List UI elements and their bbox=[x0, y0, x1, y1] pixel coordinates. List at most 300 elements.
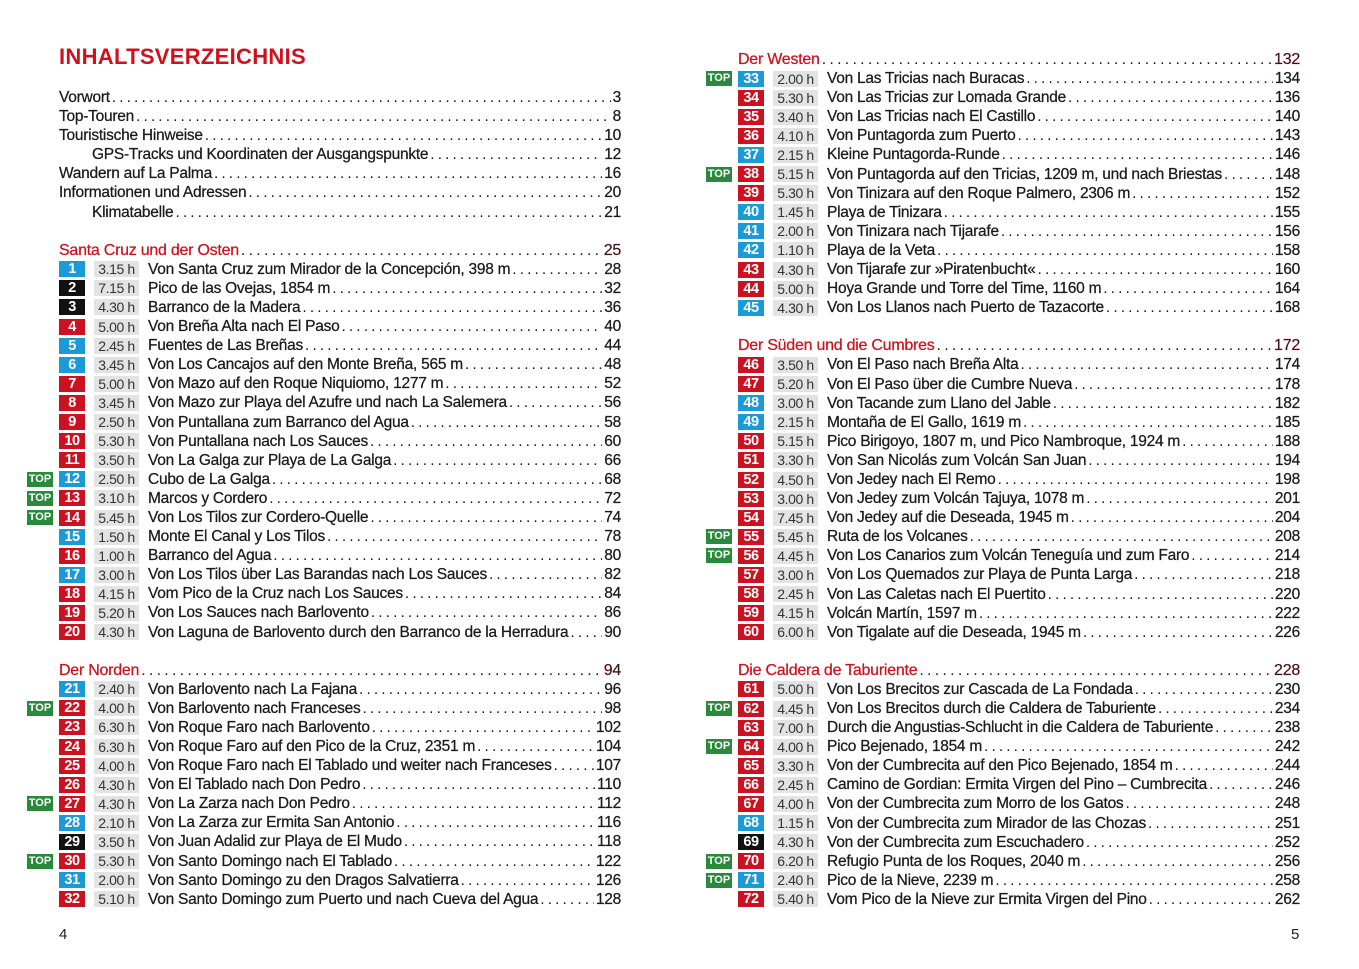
tour-entry[interactable] bbox=[738, 432, 1300, 451]
section-heading[interactable] bbox=[59, 661, 621, 680]
tour-number-badge: 15 bbox=[59, 529, 85, 545]
duration: 4.30 h bbox=[94, 796, 139, 812]
tour-entry[interactable] bbox=[59, 413, 621, 432]
dot-leader bbox=[1038, 260, 1273, 279]
dot-leader bbox=[970, 527, 1273, 546]
duration: 5.45 h bbox=[94, 510, 139, 526]
tour-entry[interactable] bbox=[59, 393, 621, 412]
tour-entry[interactable] bbox=[59, 871, 621, 890]
tour-entry[interactable] bbox=[59, 813, 621, 832]
duration: 3.50 h bbox=[773, 357, 818, 373]
page-ref: 60 bbox=[604, 432, 621, 450]
duration: 7.00 h bbox=[773, 720, 818, 736]
toc-entry[interactable] bbox=[59, 183, 621, 202]
dot-leader bbox=[305, 336, 602, 355]
entry-title: Von Barlovento nach Franceses bbox=[148, 699, 361, 717]
tour-entry[interactable] bbox=[59, 565, 621, 584]
tour-number-badge: 9 bbox=[59, 414, 85, 430]
duration: 4.10 h bbox=[773, 128, 818, 144]
page-ref: 234 bbox=[1274, 700, 1300, 717]
tour-number-badge: 70 bbox=[738, 853, 764, 869]
page-ref: 178 bbox=[1274, 375, 1300, 393]
toc-right-column bbox=[707, 50, 1300, 909]
duration: 6.30 h bbox=[94, 719, 139, 735]
dot-leader bbox=[998, 470, 1273, 489]
dot-leader bbox=[141, 661, 602, 680]
page-ref: 244 bbox=[1274, 757, 1300, 775]
tour-entry[interactable] bbox=[707, 737, 1300, 756]
entry-title: Pico de las Ovejas, 1854 m bbox=[148, 279, 331, 297]
dot-leader bbox=[1082, 852, 1273, 871]
entry-title: Von Puntallana zum Barranco del Agua bbox=[148, 413, 409, 431]
page-ref: 198 bbox=[1274, 470, 1300, 488]
duration: 2.45 h bbox=[94, 338, 139, 354]
page-ref: 40 bbox=[604, 318, 621, 336]
top-badge: TOP bbox=[707, 854, 731, 867]
duration: 1.00 h bbox=[94, 548, 139, 564]
page-ref: 146 bbox=[1274, 146, 1300, 164]
tour-entry[interactable] bbox=[738, 794, 1300, 813]
dot-leader bbox=[352, 794, 595, 813]
duration: 3.45 h bbox=[94, 395, 139, 411]
entry-title: Von Las Tricias zur Lomada Grande bbox=[827, 89, 1067, 107]
entry-title: Montaña de El Gallo, 1619 m bbox=[827, 413, 1022, 431]
duration: 5.00 h bbox=[94, 319, 139, 335]
duration: 4.30 h bbox=[773, 262, 818, 278]
entry-title: Der Westen bbox=[738, 51, 820, 68]
section-heading[interactable] bbox=[738, 50, 1300, 69]
top-badge: TOP bbox=[28, 701, 52, 714]
page-title: INHALTSVERZEICHNIS bbox=[59, 44, 307, 69]
toc-entry[interactable] bbox=[59, 88, 621, 107]
entry-title: Von der Cumbrecita zum Escuchadero bbox=[827, 833, 1084, 851]
page-ref: 122 bbox=[595, 852, 621, 870]
tour-number-badge: 66 bbox=[738, 777, 764, 793]
tour-number-badge: 17 bbox=[59, 567, 85, 583]
tour-entry[interactable] bbox=[738, 394, 1300, 413]
tour-number-badge: 6 bbox=[59, 357, 85, 373]
tour-entry[interactable] bbox=[59, 546, 621, 565]
page-ref: 90 bbox=[604, 623, 621, 641]
page-ref: 84 bbox=[604, 585, 621, 603]
entry-title: Von El Tablado nach Don Pedro bbox=[148, 776, 361, 794]
duration: 1.15 h bbox=[773, 815, 818, 831]
tour-number-badge: 54 bbox=[738, 510, 764, 526]
duration: 2.00 h bbox=[773, 223, 818, 239]
entry-title: Von der Cumbrecita zum Mirador de las Chozas bbox=[827, 814, 1146, 832]
spacer bbox=[738, 317, 1300, 336]
tour-number-badge: 62 bbox=[738, 701, 764, 717]
duration: 5.20 h bbox=[94, 605, 139, 621]
tour-entry[interactable] bbox=[738, 470, 1300, 489]
dot-leader bbox=[273, 546, 602, 565]
duration: 5.45 h bbox=[773, 529, 818, 545]
entry-title: Der Süden und die Cumbres bbox=[738, 337, 935, 355]
dot-leader bbox=[1148, 814, 1273, 833]
tour-entry[interactable] bbox=[59, 603, 621, 622]
top-badge: TOP bbox=[707, 873, 731, 886]
tour-entry[interactable] bbox=[738, 222, 1300, 241]
entry-title: Von Los Canarios zum Volcán Teneguía und zum Faro bbox=[827, 547, 1190, 565]
tour-number-badge: 42 bbox=[738, 242, 764, 258]
tour-entry[interactable] bbox=[738, 623, 1300, 642]
duration: 3.30 h bbox=[773, 758, 818, 774]
entry-title: Klimatabelle bbox=[92, 203, 174, 221]
page-ref: 222 bbox=[1274, 604, 1300, 622]
tour-entry[interactable] bbox=[738, 680, 1300, 699]
duration: 3.50 h bbox=[94, 834, 139, 850]
tour-entry[interactable] bbox=[59, 279, 621, 298]
tour-entry[interactable] bbox=[28, 699, 621, 718]
top-badge: TOP bbox=[707, 740, 731, 753]
tour-entry[interactable] bbox=[738, 88, 1300, 107]
entry-title: Monte El Canal y Los Tilos bbox=[148, 528, 326, 546]
page-ref: 116 bbox=[597, 814, 621, 832]
tour-entry[interactable] bbox=[59, 317, 621, 336]
tour-entry[interactable] bbox=[28, 508, 621, 527]
entry-title: Von Breña Alta nach El Paso bbox=[148, 318, 340, 336]
section-heading[interactable] bbox=[59, 241, 621, 260]
tour-entry[interactable] bbox=[707, 852, 1300, 871]
tour-entry[interactable] bbox=[59, 890, 621, 909]
page-ref: 36 bbox=[604, 298, 621, 316]
tour-number-badge: 45 bbox=[738, 300, 764, 316]
tour-entry[interactable] bbox=[738, 718, 1300, 737]
dot-leader bbox=[1086, 833, 1273, 852]
page-ref: 12 bbox=[604, 146, 621, 164]
toc-entry[interactable] bbox=[59, 145, 621, 164]
page-ref: 220 bbox=[1274, 585, 1300, 603]
entry-title: Ruta de los Volcanes bbox=[827, 528, 968, 546]
page-ref: 204 bbox=[1274, 509, 1300, 527]
dot-leader bbox=[1001, 222, 1273, 241]
page-ref: 44 bbox=[604, 337, 621, 355]
entry-title: Von Tinizara auf den Roque Palmero, 2306 m bbox=[827, 184, 1131, 202]
toc-entry[interactable] bbox=[59, 126, 621, 145]
page-ref: 172 bbox=[1274, 337, 1300, 355]
entry-title: Von Juan Adalid zur Playa de El Mudo bbox=[148, 833, 402, 851]
entry-title: Von Los Tilos zur Cordero-Quelle bbox=[148, 508, 369, 526]
entry-title: Wandern auf La Palma bbox=[59, 165, 212, 183]
tour-entry[interactable] bbox=[59, 680, 621, 699]
entry-title: Von der Cumbrecita zum Morro de los Gatos bbox=[827, 795, 1124, 813]
tour-number-badge: 11 bbox=[59, 452, 85, 468]
dot-leader bbox=[175, 203, 602, 222]
dot-leader bbox=[1023, 413, 1273, 432]
tour-number-badge: 18 bbox=[59, 586, 85, 602]
toc-entry[interactable] bbox=[59, 164, 621, 183]
tour-entry[interactable] bbox=[59, 623, 621, 642]
tour-number-badge: 4 bbox=[59, 319, 85, 335]
tour-entry[interactable] bbox=[28, 794, 621, 813]
tour-entry[interactable] bbox=[738, 775, 1300, 794]
dot-leader bbox=[1103, 279, 1273, 298]
tour-entry[interactable] bbox=[707, 527, 1300, 546]
tour-entry[interactable] bbox=[59, 584, 621, 603]
dot-leader bbox=[372, 718, 594, 737]
tour-entry[interactable] bbox=[738, 833, 1300, 852]
page-ref: 32 bbox=[604, 279, 621, 297]
tour-entry[interactable] bbox=[707, 699, 1300, 718]
tour-entry[interactable] bbox=[59, 737, 621, 756]
entry-title: Top-Touren bbox=[59, 108, 135, 126]
dot-leader bbox=[1135, 680, 1273, 699]
tour-number-badge: 65 bbox=[738, 758, 764, 774]
tour-number-badge: 31 bbox=[59, 872, 85, 888]
duration: 5.30 h bbox=[94, 433, 139, 449]
dot-leader bbox=[1020, 355, 1272, 374]
tour-number-badge: 1 bbox=[59, 261, 85, 277]
tour-entry[interactable] bbox=[738, 184, 1300, 203]
section-heading[interactable] bbox=[738, 661, 1300, 680]
page-ref: 48 bbox=[604, 356, 621, 374]
tour-entry[interactable] bbox=[59, 260, 621, 279]
tour-number-badge: 25 bbox=[59, 758, 85, 774]
entry-title: Von La Zarza zur Ermita San Antonio bbox=[148, 814, 395, 832]
tour-entry[interactable] bbox=[59, 336, 621, 355]
tour-entry[interactable] bbox=[59, 718, 621, 737]
page-number-right: 5 bbox=[1291, 926, 1300, 943]
entry-title: Playa de Tinizara bbox=[827, 203, 942, 221]
tour-number-badge: 8 bbox=[59, 395, 85, 411]
dot-leader bbox=[341, 317, 602, 336]
top-badge: TOP bbox=[28, 472, 52, 485]
page-ref: 112 bbox=[597, 795, 621, 813]
duration: 3.00 h bbox=[773, 567, 818, 583]
tour-entry[interactable] bbox=[28, 470, 621, 489]
tour-number-badge: 37 bbox=[738, 147, 764, 163]
dot-leader bbox=[404, 832, 595, 851]
entry-title: Von Tigalate auf die Deseada, 1945 m bbox=[827, 623, 1081, 641]
tour-number-badge: 16 bbox=[59, 548, 85, 564]
entry-title: Von San Nicolás zum Volcán San Juan bbox=[827, 451, 1087, 469]
tour-entry[interactable] bbox=[59, 355, 621, 374]
tour-entry[interactable] bbox=[738, 508, 1300, 527]
page-ref: 148 bbox=[1274, 165, 1300, 183]
dot-leader bbox=[1002, 145, 1273, 164]
entry-title: Kleine Puntagorda-Runde bbox=[827, 146, 1000, 164]
tour-entry[interactable] bbox=[707, 871, 1300, 890]
entry-title: Hoya Grande und Torre del Time, 1160 m bbox=[827, 280, 1102, 298]
entry-title: Touristische Hinweise bbox=[59, 127, 203, 145]
tour-entry[interactable] bbox=[738, 203, 1300, 222]
page-ref: 25 bbox=[603, 241, 621, 259]
tour-entry[interactable] bbox=[59, 775, 621, 794]
entry-title: Von Jedey nach El Remo bbox=[827, 470, 996, 488]
page-ref: 158 bbox=[1274, 241, 1300, 259]
section-heading[interactable] bbox=[738, 336, 1300, 355]
dot-leader bbox=[937, 241, 1273, 260]
duration: 5.40 h bbox=[773, 891, 818, 907]
tour-number-badge: 43 bbox=[738, 262, 764, 278]
entry-title: GPS-Tracks und Koordinaten der Ausgangspunkte bbox=[92, 146, 429, 164]
entry-title: Von Las Tricias nach El Castillo bbox=[827, 108, 1036, 126]
dot-leader bbox=[248, 183, 602, 202]
tour-entry[interactable] bbox=[738, 145, 1300, 164]
toc-left-column bbox=[28, 88, 621, 909]
duration: 5.30 h bbox=[773, 185, 818, 201]
entry-title: Von Puntagorda auf den Tricias, 1209 m, und nach Briestas bbox=[827, 165, 1223, 183]
duration: 5.20 h bbox=[773, 376, 818, 392]
tour-number-badge: 10 bbox=[59, 433, 85, 449]
tour-entry[interactable] bbox=[28, 489, 621, 508]
entry-title: Von Las Caletas nach El Puertito bbox=[827, 585, 1046, 603]
tour-entry[interactable] bbox=[59, 374, 621, 393]
duration: 4.30 h bbox=[94, 777, 139, 793]
entry-title: Von Los Sauces nach Barlovento bbox=[148, 604, 369, 622]
dot-leader bbox=[937, 336, 1273, 355]
tour-entry[interactable] bbox=[59, 756, 621, 775]
duration: 1.50 h bbox=[94, 529, 139, 545]
toc-entry[interactable] bbox=[59, 107, 621, 126]
page-ref: 155 bbox=[1274, 203, 1300, 221]
duration: 5.10 h bbox=[94, 891, 139, 907]
duration: 1.10 h bbox=[773, 242, 818, 258]
dot-leader bbox=[509, 393, 602, 412]
tour-entry[interactable] bbox=[59, 527, 621, 546]
tour-entry[interactable] bbox=[738, 355, 1300, 374]
entry-title: Vom Pico de la Nieve zur Ermita Virgen del Pino bbox=[827, 890, 1147, 908]
dot-leader bbox=[1106, 298, 1273, 317]
entry-title: Von La Galga zur Playa de La Galga bbox=[148, 451, 392, 469]
dot-leader bbox=[1125, 794, 1272, 813]
tour-entry[interactable] bbox=[738, 375, 1300, 394]
entry-title: Von Jedey zum Volcán Tajuya, 1078 m bbox=[827, 490, 1085, 508]
tour-number-badge: 39 bbox=[738, 185, 764, 201]
entry-title: Refugio Punta de los Roques, 2040 m bbox=[827, 852, 1081, 870]
tour-number-badge: 14 bbox=[59, 510, 85, 526]
page-ref: 58 bbox=[604, 413, 621, 431]
page-ref: 96 bbox=[604, 680, 621, 698]
page-ref: 251 bbox=[1274, 814, 1300, 832]
dot-leader bbox=[393, 451, 602, 470]
tour-entry[interactable] bbox=[738, 126, 1300, 145]
tour-entry[interactable] bbox=[738, 107, 1300, 126]
tour-entry[interactable] bbox=[738, 260, 1300, 279]
duration: 5.30 h bbox=[773, 90, 818, 106]
dot-leader bbox=[1068, 88, 1273, 107]
page-ref: 262 bbox=[1274, 890, 1300, 908]
tour-entry[interactable] bbox=[738, 565, 1300, 584]
duration: 5.15 h bbox=[773, 433, 818, 449]
page-ref: 258 bbox=[1274, 871, 1300, 889]
tour-entry[interactable] bbox=[738, 585, 1300, 604]
tour-entry[interactable] bbox=[738, 814, 1300, 833]
top-badge: TOP bbox=[28, 797, 52, 810]
tour-entry[interactable] bbox=[59, 432, 621, 451]
tour-number-badge: 44 bbox=[738, 281, 764, 297]
entry-title: Von Santo Domingo zu den Dragos Salvatierra bbox=[148, 871, 459, 889]
duration: 4.15 h bbox=[94, 586, 139, 602]
tour-entry[interactable] bbox=[738, 413, 1300, 432]
tour-number-badge: 35 bbox=[738, 109, 764, 125]
tour-entry[interactable] bbox=[738, 604, 1300, 623]
dot-leader bbox=[136, 107, 611, 126]
tour-entry[interactable] bbox=[738, 279, 1300, 298]
tour-number-badge: 7 bbox=[59, 376, 85, 392]
page-ref: 230 bbox=[1274, 680, 1300, 698]
tour-number-badge: 59 bbox=[738, 605, 764, 621]
tour-number-badge: 64 bbox=[738, 739, 764, 755]
tour-entry[interactable] bbox=[738, 890, 1300, 909]
tour-number-badge: 23 bbox=[59, 719, 85, 735]
dot-leader bbox=[1083, 623, 1273, 642]
duration: 4.30 h bbox=[773, 300, 818, 316]
tour-number-badge: 63 bbox=[738, 720, 764, 736]
duration: 5.15 h bbox=[773, 166, 818, 182]
tour-entry[interactable] bbox=[738, 451, 1300, 470]
tour-entry[interactable] bbox=[738, 241, 1300, 260]
duration: 4.30 h bbox=[94, 299, 139, 315]
tour-number-badge: 28 bbox=[59, 815, 85, 831]
tour-number-badge: 40 bbox=[738, 204, 764, 220]
tour-entry[interactable] bbox=[738, 756, 1300, 775]
toc-entry[interactable] bbox=[59, 203, 621, 222]
page-ref: 10 bbox=[604, 127, 621, 145]
dot-leader bbox=[822, 50, 1272, 69]
dot-leader bbox=[1209, 775, 1273, 794]
page-ref: 174 bbox=[1274, 356, 1300, 374]
dot-leader bbox=[269, 489, 602, 508]
tour-entry[interactable] bbox=[707, 69, 1300, 88]
page-ref: 128 bbox=[595, 890, 621, 908]
entry-title: Von Mazo auf den Roque Niquiomo, 1277 m bbox=[148, 375, 444, 393]
top-badge: TOP bbox=[28, 491, 52, 504]
page-ref: 238 bbox=[1274, 719, 1300, 737]
dot-leader bbox=[445, 374, 602, 393]
entry-title: Von Roque Faro auf den Pico de la Cruz, 2351 m bbox=[148, 738, 476, 755]
tour-number-badge: 49 bbox=[738, 414, 764, 430]
tour-number-badge: 57 bbox=[738, 567, 764, 583]
entry-title: Pico Bejenado, 1854 m bbox=[827, 738, 983, 756]
tour-entry[interactable] bbox=[738, 298, 1300, 317]
dot-leader bbox=[1182, 432, 1273, 451]
dot-leader bbox=[1191, 546, 1273, 565]
page-ref: 8 bbox=[612, 108, 621, 126]
tour-number-badge: 34 bbox=[738, 90, 764, 106]
tour-number-badge: 69 bbox=[738, 834, 764, 850]
top-badge: TOP bbox=[28, 854, 52, 867]
page-number-left: 4 bbox=[59, 926, 68, 943]
tour-entry[interactable] bbox=[28, 852, 621, 871]
tour-number-badge: 12 bbox=[59, 471, 85, 487]
entry-title: Camino de Gordian: Ermita Virgen del Pino – Cumbrecita bbox=[827, 776, 1207, 794]
entry-title: Von Los Brecitos durch die Caldera de Taburiente bbox=[827, 700, 1156, 717]
tour-entry[interactable] bbox=[707, 165, 1300, 184]
entry-title: Von Los Cancajos auf den Monte Breña, 565 m bbox=[148, 356, 463, 374]
page-ref: 3 bbox=[612, 89, 621, 106]
page-ref: 56 bbox=[604, 394, 621, 412]
dot-leader bbox=[1158, 699, 1273, 718]
tour-entry[interactable] bbox=[59, 298, 621, 317]
tour-entry[interactable] bbox=[707, 546, 1300, 565]
page-ref: 102 bbox=[595, 718, 621, 736]
entry-title: Von El Paso über die Cumbre Nueva bbox=[827, 375, 1073, 393]
dot-leader bbox=[370, 432, 602, 451]
dot-leader bbox=[371, 603, 602, 622]
page-ref: 160 bbox=[1274, 261, 1300, 279]
dot-leader bbox=[1037, 107, 1273, 126]
top-badge: TOP bbox=[707, 167, 731, 180]
tour-entry[interactable] bbox=[59, 832, 621, 851]
tour-entry[interactable] bbox=[738, 489, 1300, 508]
dot-leader bbox=[362, 699, 602, 718]
page-ref: 52 bbox=[604, 375, 621, 393]
page-ref: 182 bbox=[1274, 394, 1300, 412]
dot-leader bbox=[477, 737, 594, 756]
tour-entry[interactable] bbox=[59, 451, 621, 470]
tour-number-badge: 60 bbox=[738, 624, 764, 640]
